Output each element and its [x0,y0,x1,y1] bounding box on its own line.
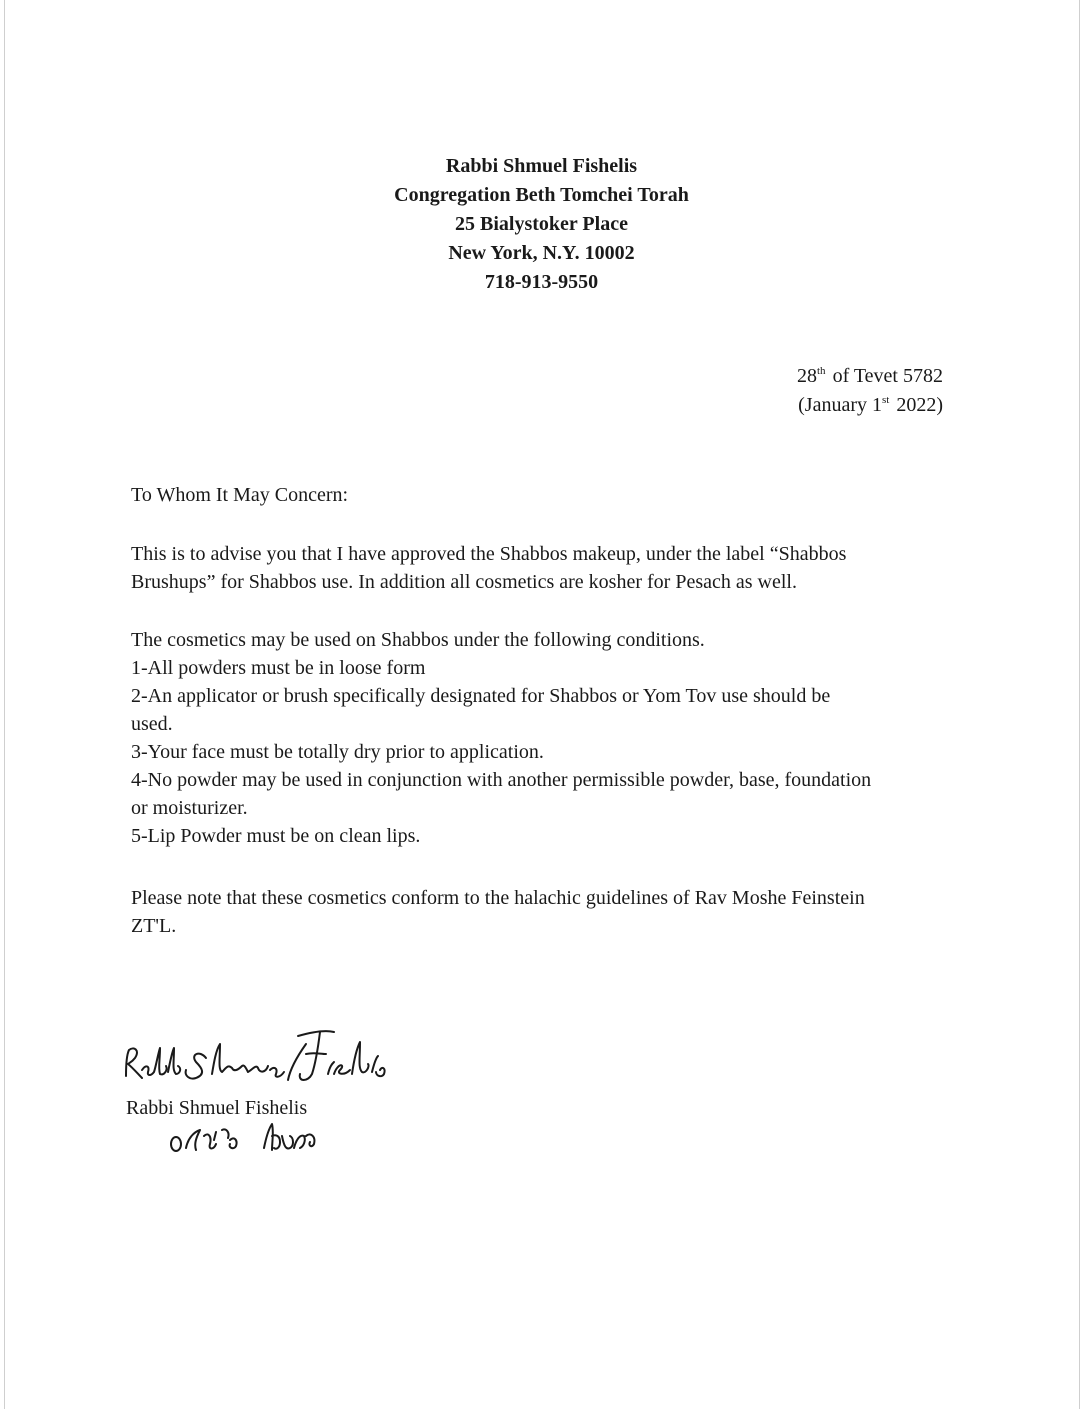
approval-paragraph [131,540,936,596]
letterhead-organization: Congregation Beth Tomchei Torah [394,184,689,206]
letterhead-address-line1: 25 Bialystoker Place [455,213,628,235]
hebrew-day-suffix: th [817,365,826,377]
gregorian-suffix: st [881,394,890,406]
condition-item-1: 1-All powders must be in loose form [131,657,426,679]
gregorian-prefix: (January 1 [798,394,882,416]
closing-line: Please note that these cosmetics conform to the halachic guidelines of Rav Moshe Feinstein [131,887,865,909]
hebrew-month-year: of Tevet 5782 [832,365,943,387]
hebrew-handwritten-signature [168,1118,338,1158]
hebrew-date [760,362,943,391]
approval-line: Brushups” for Shabbos use. In addition all cosmetics are kosher for Pesach as well. [131,571,797,593]
condition-item-4-cont: or moisturizer. [131,797,248,819]
salutation: To Whom It May Concern: [131,484,349,506]
approval-line: This is to advise you that I have approved the Shabbos makeup, under the label “Shabbos [131,543,847,565]
letterhead-address-line2: New York, N.Y. 10002 [448,242,635,264]
condition-item-3: 3-Your face must be totally dry prior to application. [131,741,544,763]
letterhead [0,152,1083,297]
closing-paragraph [131,884,936,940]
letterhead-name: Rabbi Shmuel Fishelis [445,155,638,177]
gregorian-year: 2022) [896,394,943,416]
letterhead-phone: 718-913-9550 [484,271,599,293]
gregorian-date [760,391,943,420]
hebrew-day: 28 [797,365,817,387]
condition-item-5: 5-Lip Powder must be on clean lips. [131,825,421,847]
condition-item-2: 2-An applicator or brush specifically designated for Shabbos or Yom Tov use should be [131,685,831,707]
conditions-intro: The cosmetics may be used on Shabbos under the following conditions. [131,629,705,651]
printed-signer-name: Rabbi Shmuel Fishelis [126,1097,308,1119]
condition-item-4: 4-No powder may be used in conjunction with another permissible powder, base, foundation [131,769,872,791]
condition-item-2-cont: used. [131,713,173,735]
closing-line: ZT'L. [131,915,177,937]
date-block [760,362,943,420]
conditions-list [131,626,936,850]
handwritten-signature [120,1018,390,1092]
